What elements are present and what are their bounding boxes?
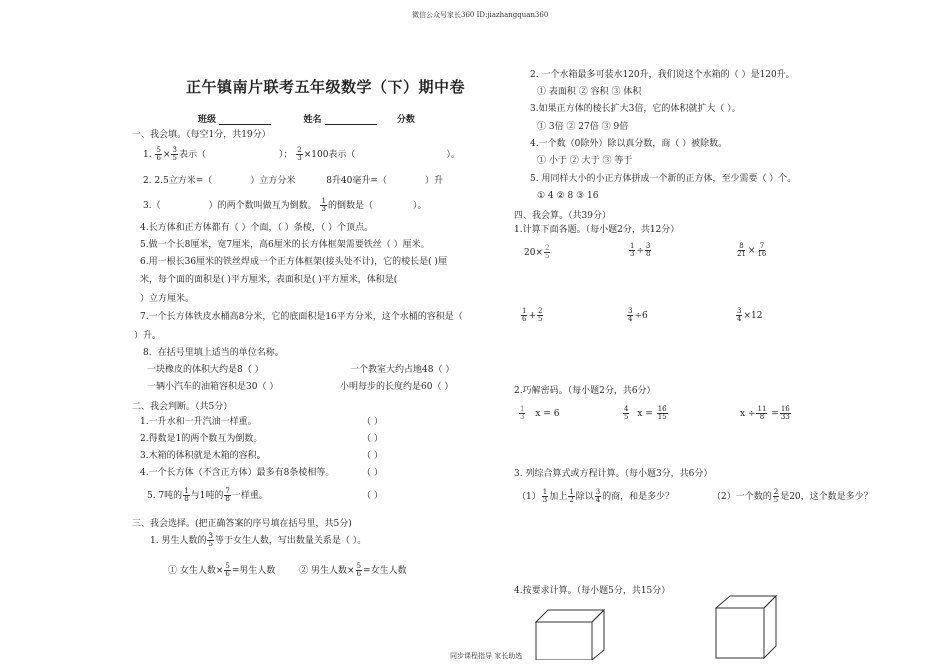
judge-1: 1.一升水和一升汽油一样重。 [140,417,257,427]
question-1-4: 4.长方体和正方体都有（ ）个面，（ ）条棱，（ ）个顶点。 [140,223,374,233]
judge-5: 5. 7吨的 $\frac{1}{8}$ 与1吨的 $\frac{7}{8}$ 一样重。 [147,487,268,503]
class-blank[interactable] [219,115,271,125]
judge-4-paren[interactable]: （ ） [362,468,383,478]
question-1-7b: ）升。 [134,331,162,341]
judge-3-paren[interactable]: （ ） [362,451,383,461]
student-info-line [198,112,415,125]
choice-1-options: ① 女生人数× $\frac{5}{6}$ =男生人数 ② 男生人数× $\frac{5}{6}$ =女生人数 [168,562,407,578]
judge-5-paren[interactable]: （ ） [362,491,383,501]
judge-1-paren[interactable]: （ ） [362,417,383,427]
question-1-7a: 7.一个长方体铁皮水桶高8分米，它的底面积是16平方分米，这个水桶的容积是（ [140,312,463,322]
expr-1: 20× $\frac{2}{5}$ [524,244,550,260]
judge-3: 3.木箱的体积就是木箱的容积。 [140,451,266,461]
word-problem-2: （2）一个数的 $\frac{2}{5}$ 是20，这个数是多少？ [712,488,873,504]
choice-4-options: ① 小于 ② 大于 ③ 等于 [537,156,633,166]
compute-3-heading: 3. 列综合算式或方程计算。（每小题3分，共6分） [514,469,713,479]
section-choose: 三、我会选择。(把正确答案的序号填在括号里，共5分) [132,519,352,529]
name-blank[interactable] [325,115,377,125]
question-1-8d: 小明每步的长度约是60（ ） [340,382,454,392]
score-label: 分数 [396,115,415,125]
page-title: 正午镇南片联考五年级数学（下）期中卷 [186,78,466,96]
compute-2-heading: 2.巧解密码。（每小题2分，共6分） [514,386,656,396]
question-1-8c: 一辆小汽车的油箱容积是30（ ） [147,382,279,392]
name-label: 姓名 [303,115,322,125]
question-1-6a: 6.用一根长36厘米的铁丝焊成一个正方体框架(接头处不计)，它的棱长是( )厘 [140,257,447,267]
choice-5-options: ① 4 ② 8 ③ 16 [537,191,599,201]
question-1-3: 3.（ ）的两个数叫做互为倒数。 $\frac{1}{3}$ 的倒数是（ ）。 [143,197,427,213]
judge-2: 2.得数是1的两个数互为倒数。 [140,434,263,444]
question-1-8a: 一块橡皮的体积大约是8（ ） [147,365,264,375]
question-1-5: 5.做一个长8厘米，宽7厘米，高6厘米的长方体框架需要铁丝（ ）厘米。 [140,240,430,250]
cipher-3: x ÷ $\frac{11}{8}$ = $\frac{16}{33}$ [740,405,790,421]
cuboid-figure [534,608,606,660]
judge-2-paren[interactable]: （ ） [362,434,383,444]
judge-4: 4.一个长方体（不含正方体）最多有8条棱相等。 [140,468,335,478]
question-1-8b: 一个教室大约占地48（ ） [350,365,455,375]
choice-3: 3.如果正方体的棱长扩大3倍，它的体积就扩大（ ）。 [530,104,741,114]
question-1-2: 2. 2.5立方米=（ ）立方分米 8升40毫升=（ ）升 [143,176,443,186]
section-compute: 四、我会算。（共39分） [514,211,611,221]
footer-watermark: 同步课程指导 家长助选 [450,652,523,660]
expr-4: $\frac{1}{6}$ + $\frac{2}{5}$ [522,307,543,323]
header-watermark: 微信公众号家长360 ID:jiazhangquan360 [412,11,549,19]
question-1-8: 8．在括号里填上适当的单位名称。 [143,348,284,358]
class-label: 班级 [198,115,217,125]
compute-4-heading: 4.按要求计算。（每小题5分，共15分） [514,586,671,596]
choice-2-options: ① 表面积 ② 容积 ③ 体积 [537,87,642,97]
cube-figure [714,594,778,660]
question-1-6c: ）立方厘米。 [140,294,195,304]
question-1-6b: 米，每个面的面积是( )平方厘米，表面积是( )平方厘米，体积是( [140,275,398,285]
section-fill: 一、我会填。（每空1分，共19分） [132,130,271,140]
choice-4: 4.一个数（0除外）除以真分数，商（ ）被除数。 [530,139,728,149]
expr-2: $\frac{1}{3}$ ÷ $\frac{3}{8}$ [630,242,651,258]
word-problem-1: （1） $\frac{1}{3}$ 加上 $\frac{1}{2}$ 除以 $\frac{3}{4}$ 的商，和是多少？ [517,488,675,504]
expr-5: $\frac{3}{4}$ ÷6 [628,307,648,323]
choice-5: 5. 用同样大小的小正方体拼成一个新的正方体，至少需要（ ）个。 [530,174,797,184]
cipher-2: $\frac{4}{5}$ x = $\frac{16}{15}$ [624,405,667,421]
choice-3-options: ① 3倍 ② 27倍 ③ 9倍 [537,122,629,132]
cipher-1: $\frac{1}{3}$ x = 6 [520,405,560,421]
question-1-1: 1. $\frac{5}{6}$ × $\frac{3}{5}$ 表示（ ）； $\frac{2}{3}$ ×100表示（ ）。 [143,146,460,162]
compute-1-heading: 1.计算下面各题。（每小题2分，共12分） [514,225,680,235]
section-judge: 二、我会判断。（共5分） [132,402,233,412]
choice-2: 2. 一个水箱最多可装水120升，我们说这个水箱的（ ）是120升。 [530,70,795,80]
expr-6: $\frac{3}{4}$ ×12 [737,307,763,323]
expr-3: $\frac{8}{21}$ × $\frac{7}{16}$ [737,242,767,258]
choice-1: 1. 男生人数的 $\frac{3}{5}$ 等于女生人数，写出数量关系是（ ）。 [150,532,367,548]
